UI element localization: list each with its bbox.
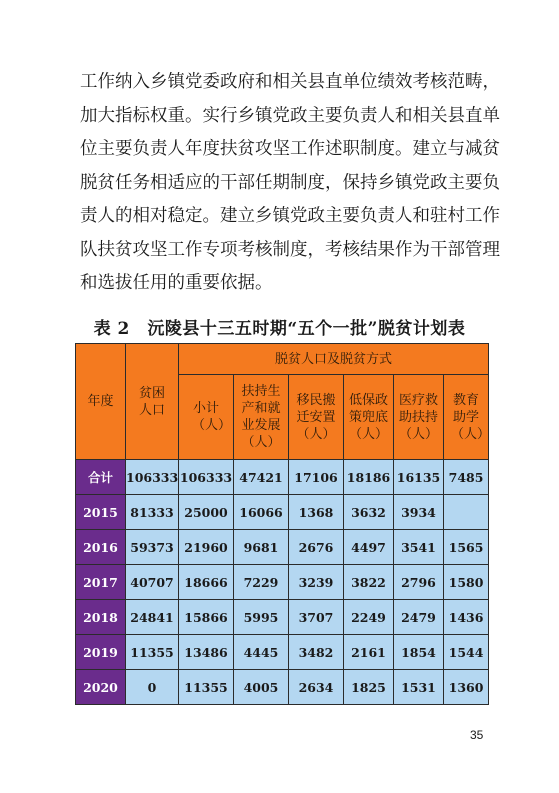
- value-cell: 3632: [344, 495, 394, 530]
- year-cell: 2018: [76, 600, 126, 635]
- value-cell: 1565: [444, 530, 489, 565]
- value-cell: 18186: [344, 460, 394, 495]
- value-cell: 16066: [234, 495, 289, 530]
- value-cell: [444, 495, 489, 530]
- value-cell: 3482: [289, 635, 344, 670]
- value-cell: 2161: [344, 635, 394, 670]
- value-cell: 3541: [394, 530, 444, 565]
- value-cell: 1368: [289, 495, 344, 530]
- value-cell: 7229: [234, 565, 289, 600]
- value-cell: 5995: [234, 600, 289, 635]
- header-subtotal: 小计（人）: [179, 375, 234, 460]
- paragraph-line: 加大指标权重。实行乡镇党政主要负责人和相关县直单: [80, 105, 500, 126]
- value-cell: 21960: [179, 530, 234, 565]
- table-row: [76, 495, 489, 530]
- header-population: 贫困人口: [126, 344, 179, 460]
- paragraph-line: 队扶贫攻坚工作专项考核制度，考核结果作为干部管理: [80, 239, 500, 260]
- value-cell: 47421: [234, 460, 289, 495]
- value-cell: 1854: [394, 635, 444, 670]
- value-cell: 2676: [289, 530, 344, 565]
- paragraph-line: 工作纳入乡镇党委政府和相关县直单位绩效考核范畴，: [80, 72, 500, 92]
- value-cell: 1580: [444, 565, 489, 600]
- table-row: [76, 600, 489, 635]
- value-cell: 2479: [394, 600, 444, 635]
- value-cell: 3239: [289, 565, 344, 600]
- value-cell: 2634: [289, 670, 344, 705]
- year-cell: 2015: [76, 495, 126, 530]
- value-cell: 2249: [344, 600, 394, 635]
- header-education: 教育助学（人）: [444, 375, 489, 460]
- value-cell: 11355: [179, 670, 234, 705]
- header-medical: 医疗救助扶持（人）: [394, 375, 444, 460]
- value-cell: 59373: [126, 530, 179, 565]
- value-cell: 4497: [344, 530, 394, 565]
- value-cell: 17106: [289, 460, 344, 495]
- year-cell: 2016: [76, 530, 126, 565]
- value-cell: 2796: [394, 565, 444, 600]
- year-cell: 2020: [76, 670, 126, 705]
- year-cell: 合计: [76, 460, 126, 495]
- value-cell: 106333: [179, 460, 234, 495]
- value-cell: 1436: [444, 600, 489, 635]
- value-cell: 4005: [234, 670, 289, 705]
- value-cell: 9681: [234, 530, 289, 565]
- poverty-plan-table: [75, 343, 489, 705]
- header-relocation: 移民搬迁安置（人）: [289, 375, 344, 460]
- value-cell: 3707: [289, 600, 344, 635]
- value-cell: 24841: [126, 600, 179, 635]
- value-cell: 1531: [394, 670, 444, 705]
- value-cell: 4445: [234, 635, 289, 670]
- header-group: 脱贫人口及脱贫方式: [179, 344, 489, 375]
- paragraph-line: 脱贫任务相适应的干部任期制度，保持乡镇党政主要负: [80, 172, 500, 193]
- page-number: 35: [470, 728, 484, 742]
- value-cell: 25000: [179, 495, 234, 530]
- year-cell: 2019: [76, 635, 126, 670]
- value-cell: 13486: [179, 635, 234, 670]
- year-cell: 2017: [76, 565, 126, 600]
- value-cell: 0: [126, 670, 179, 705]
- value-cell: 81333: [126, 495, 179, 530]
- header-row: [76, 344, 489, 375]
- body-paragraph: [80, 66, 500, 301]
- table-row: [76, 670, 489, 705]
- table-row: [76, 635, 489, 670]
- value-cell: 18666: [179, 565, 234, 600]
- table-row: [76, 460, 489, 495]
- value-cell: 1825: [344, 670, 394, 705]
- value-cell: 1360: [444, 670, 489, 705]
- value-cell: 1544: [444, 635, 489, 670]
- table-caption: 表 2 沅陵县十三五时期“五个一批”脱贫计划表: [93, 319, 466, 339]
- value-cell: 40707: [126, 565, 179, 600]
- value-cell: 106333: [126, 460, 179, 495]
- value-cell: 3822: [344, 565, 394, 600]
- paragraph-line: 位主要负责人年度扶贫攻坚工作述职制度。建立与减贫: [80, 139, 500, 159]
- paragraph-line: 和选拔任用的重要依据。: [80, 273, 273, 293]
- header-year: 年度: [76, 344, 126, 460]
- value-cell: 7485: [444, 460, 489, 495]
- value-cell: 15866: [179, 600, 234, 635]
- header-lowincome: 低保政策兜底（人）: [344, 375, 394, 460]
- paragraph-line: 责人的相对稳定。建立乡镇党政主要负责人和驻村工作: [80, 206, 500, 226]
- value-cell: 3934: [394, 495, 444, 530]
- table-row: [76, 565, 489, 600]
- value-cell: 16135: [394, 460, 444, 495]
- table-row: [76, 530, 489, 565]
- header-industry: 扶持生产和就业发展（人）: [234, 375, 289, 460]
- value-cell: 11355: [126, 635, 179, 670]
